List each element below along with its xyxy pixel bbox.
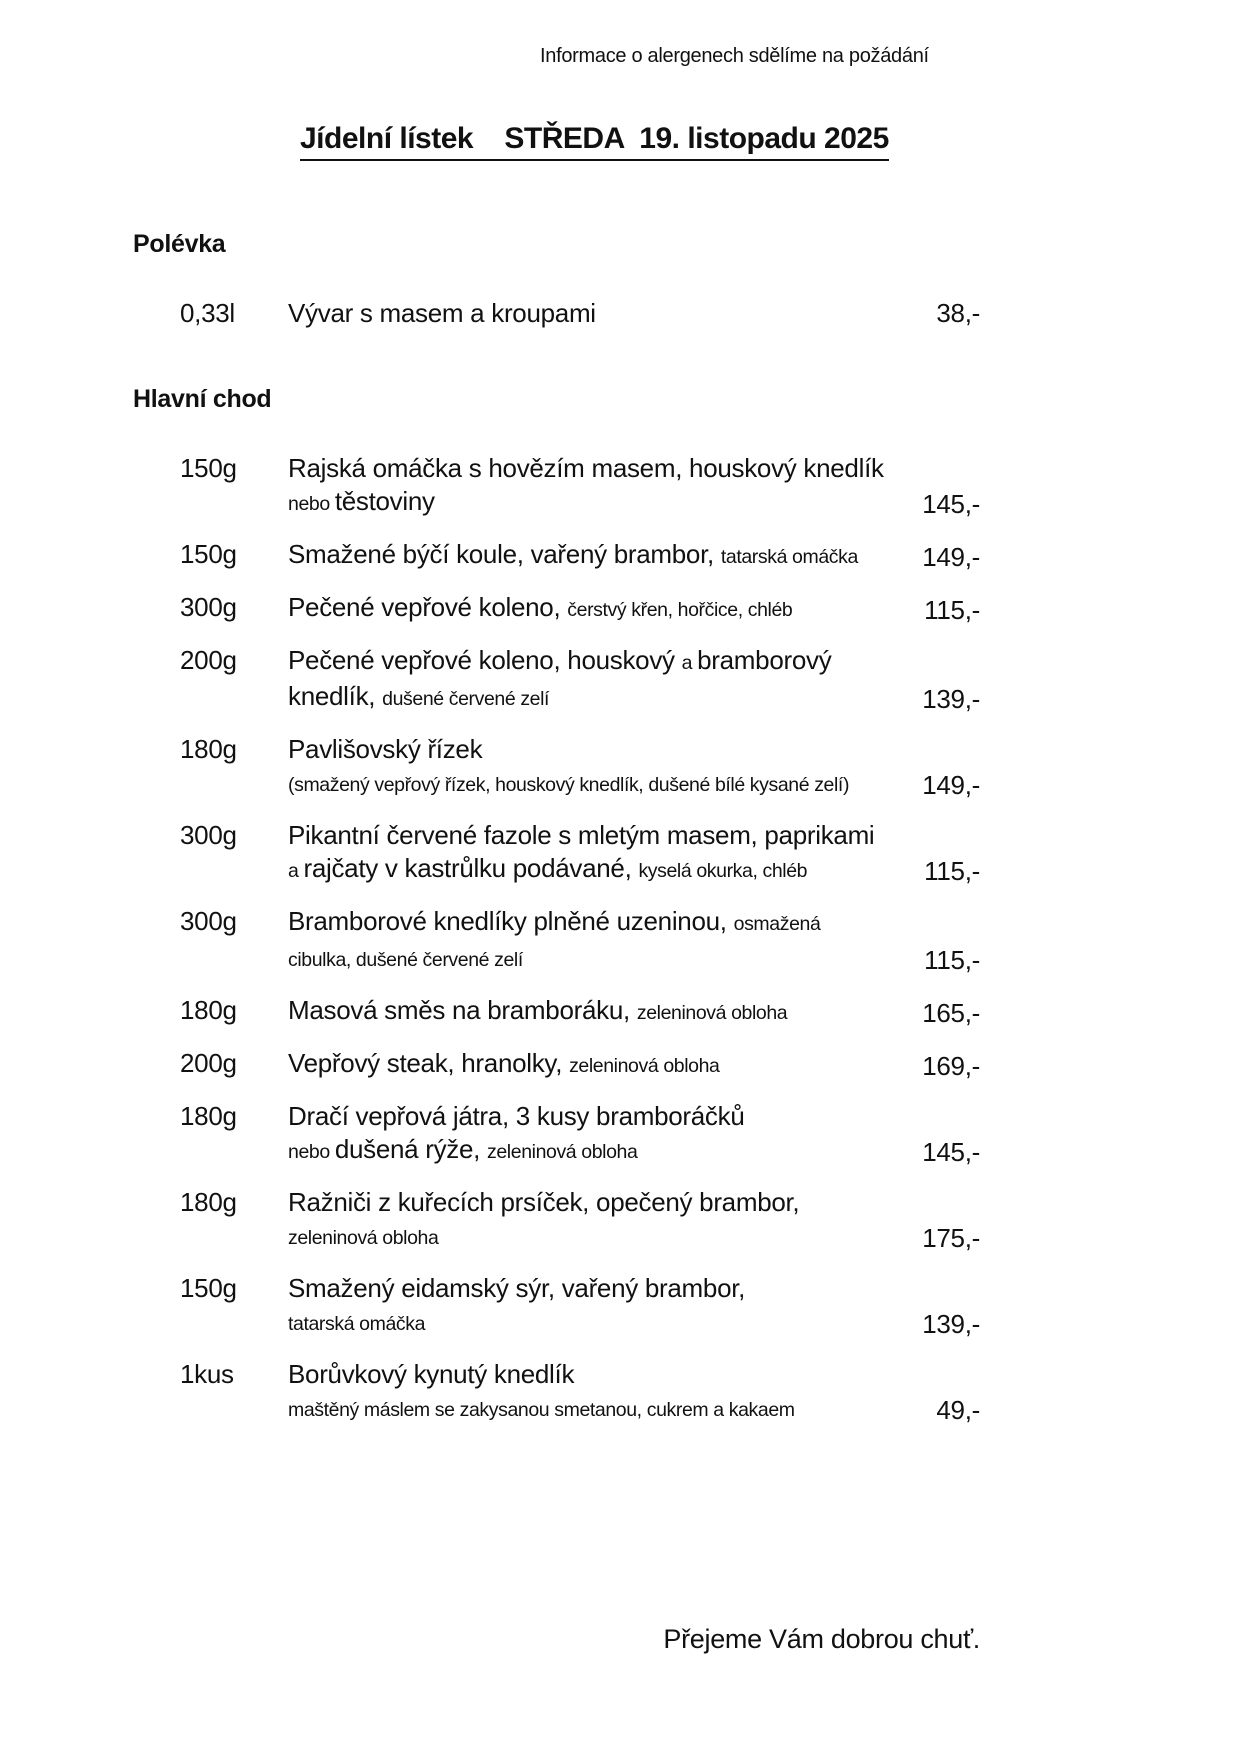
item-name-line <box>288 680 980 716</box>
item-name-segment: Smažený eidamský sýr, vařený brambor, <box>288 1273 746 1303</box>
menu-item-row <box>180 591 980 627</box>
item-name-line <box>288 1272 980 1305</box>
item-name-line <box>288 1219 980 1255</box>
item-quantity: 150g <box>180 453 237 483</box>
item-name-segment: tatarská omáčka <box>720 546 858 568</box>
item-name-segment: Smažené býčí koule, vařený brambor, <box>288 539 721 569</box>
item-name-segment: a <box>288 860 304 882</box>
item-name-line <box>288 766 980 802</box>
item-name-segment: Masová směs na bramboráku, <box>288 995 637 1025</box>
item-price: 139,- <box>922 684 980 714</box>
item-name-segment: čerstvý křen, hořčice, chléb <box>567 599 793 621</box>
item-quantity: 180g <box>180 1101 237 1131</box>
item-name-line <box>288 733 980 766</box>
menu-item-row <box>180 297 980 330</box>
item-name-segment: nebo <box>288 493 335 515</box>
item-name <box>288 1272 980 1341</box>
item-quantity: 150g <box>180 539 237 569</box>
page-title: Jídelní lístek STŘEDA 19. listopadu 2025 <box>300 122 889 161</box>
item-name-line <box>288 297 980 330</box>
menu-section <box>0 384 1240 1427</box>
item-name <box>288 1047 980 1083</box>
item-name-line <box>288 994 980 1030</box>
item-price: 175,- <box>922 1223 980 1253</box>
item-price: 49,- <box>936 1395 980 1425</box>
item-name-line <box>288 1047 980 1083</box>
item-name <box>288 644 980 716</box>
item-name-segment: těstoviny <box>334 486 435 516</box>
item-name-segment: Vývar s masem a kroupami <box>288 298 596 328</box>
item-name-segment: Dračí vepřová játra, 3 kusy bramboráčků <box>288 1101 745 1131</box>
item-name-segment: zeleninová obloha <box>636 1002 788 1024</box>
item-price: 169,- <box>922 1051 980 1081</box>
item-price: 145,- <box>922 1137 980 1167</box>
item-quantity: 1kus <box>180 1359 234 1389</box>
item-price: 149,- <box>922 542 980 572</box>
item-name-line <box>288 1186 980 1219</box>
item-name-line <box>288 1391 980 1427</box>
footer-wish: Přejeme Vám dobrou chuť. <box>663 1624 980 1654</box>
item-price: 149,- <box>922 770 980 800</box>
item-quantity: 300g <box>180 906 237 936</box>
item-quantity: 0,33l <box>180 298 235 328</box>
item-quantity: 300g <box>180 820 237 850</box>
item-name-segment: cibulka, dušené červené zelí <box>288 949 523 971</box>
item-name-line <box>288 644 980 680</box>
item-quantity: 150g <box>180 1273 237 1303</box>
item-name-line <box>288 1100 980 1133</box>
item-price: 115,- <box>924 595 980 625</box>
item-name-segment: (smažený vepřový řízek, houskový knedlík, dušené bílé kysané zelí) <box>288 774 850 796</box>
item-name <box>288 591 980 627</box>
item-name-segment: Vepřový steak, hranolky, <box>288 1048 570 1078</box>
item-name-line <box>288 852 980 888</box>
title-wrap <box>300 122 1240 161</box>
item-quantity: 200g <box>180 1048 237 1078</box>
item-price: 139,- <box>922 1309 980 1339</box>
item-name-segment: Pikantní červené fazole s mletým masem, paprikami <box>288 820 875 850</box>
menu-item-row <box>180 994 980 1030</box>
item-name-segment: Pečené vepřové koleno, <box>288 592 568 622</box>
menu-item-row <box>180 1047 980 1083</box>
item-name-segment: dušené červené zelí <box>382 688 550 710</box>
item-name-segment: knedlík, <box>288 681 383 711</box>
item-quantity: 180g <box>180 995 237 1025</box>
item-name-segment: maštěný máslem se zakysanou smetanou, cukrem a kakaem <box>288 1399 795 1421</box>
item-name-segment: osmažená <box>733 913 821 935</box>
section-heading: Polévka <box>133 230 226 258</box>
item-name-line <box>288 452 980 485</box>
item-name-segment: bramborový <box>697 645 832 675</box>
item-name-line <box>288 1133 980 1169</box>
menu-sections <box>0 229 1240 1427</box>
item-name <box>288 1100 980 1169</box>
item-name <box>288 905 980 977</box>
item-name <box>288 452 980 521</box>
item-name-segment: Bramborové knedlíky plněné uzeninou, <box>288 906 734 936</box>
item-name-segment: Pavlišovský řízek <box>288 734 483 764</box>
menu-item-row <box>180 538 980 574</box>
item-name-segment: Borůvkový kynutý knedlík <box>288 1359 575 1389</box>
item-price: 38,- <box>936 298 980 328</box>
item-quantity: 300g <box>180 592 237 622</box>
item-name-segment: Rajská omáčka s hovězím masem, houskový knedlík <box>288 453 884 483</box>
item-name-segment: Pečené vepřové koleno, houskový <box>288 645 682 675</box>
menu-item-row <box>180 1358 980 1427</box>
menu-item-row <box>180 644 980 716</box>
item-price: 145,- <box>922 489 980 519</box>
item-price: 115,- <box>924 856 980 886</box>
item-name <box>288 819 980 888</box>
item-name-segment: zeleninová obloha <box>569 1055 720 1077</box>
item-name-line <box>288 591 980 627</box>
item-name <box>288 297 980 330</box>
section-heading: Hlavní chod <box>133 385 272 413</box>
item-name-segment: a <box>681 652 698 674</box>
menu-section <box>0 229 1240 330</box>
item-name-line <box>288 538 980 574</box>
item-quantity: 200g <box>180 645 237 675</box>
menu-item-row <box>180 733 980 802</box>
item-name-line <box>288 941 980 977</box>
item-name-line <box>288 819 980 852</box>
item-price: 165,- <box>922 998 980 1028</box>
menu-item-row <box>180 1272 980 1341</box>
item-name-segment: rajčaty v kastrůlku podávané, <box>303 853 639 883</box>
menu-item-row <box>180 452 980 521</box>
item-name <box>288 994 980 1030</box>
item-price: 115,- <box>924 945 980 975</box>
item-name <box>288 733 980 802</box>
menu-item-row <box>180 1186 980 1255</box>
item-name <box>288 538 980 574</box>
item-name-segment: dušená rýže, <box>334 1134 488 1164</box>
menu-item-row <box>180 819 980 888</box>
item-name-line <box>288 1358 980 1391</box>
item-quantity: 180g <box>180 1187 237 1217</box>
item-name-line <box>288 905 980 941</box>
item-name-segment: tatarská omáčka <box>288 1313 426 1335</box>
item-name-segment: Ražniči z kuřecích prsíček, opečený brambor, <box>288 1187 800 1217</box>
item-name <box>288 1358 980 1427</box>
item-name-line <box>288 485 980 521</box>
item-name <box>288 1186 980 1255</box>
item-name-line <box>288 1305 980 1341</box>
allergen-note: Informace o alergenech sdělíme na požádání <box>540 45 929 67</box>
item-name-segment: kyselá okurka, chléb <box>638 860 808 882</box>
menu-item-row <box>180 905 980 977</box>
item-name-segment: zeleninová obloha <box>487 1141 638 1163</box>
item-name-segment: zeleninová obloha <box>288 1227 439 1249</box>
item-quantity: 180g <box>180 734 237 764</box>
item-name-segment: nebo <box>288 1141 335 1163</box>
menu-item-row <box>180 1100 980 1169</box>
